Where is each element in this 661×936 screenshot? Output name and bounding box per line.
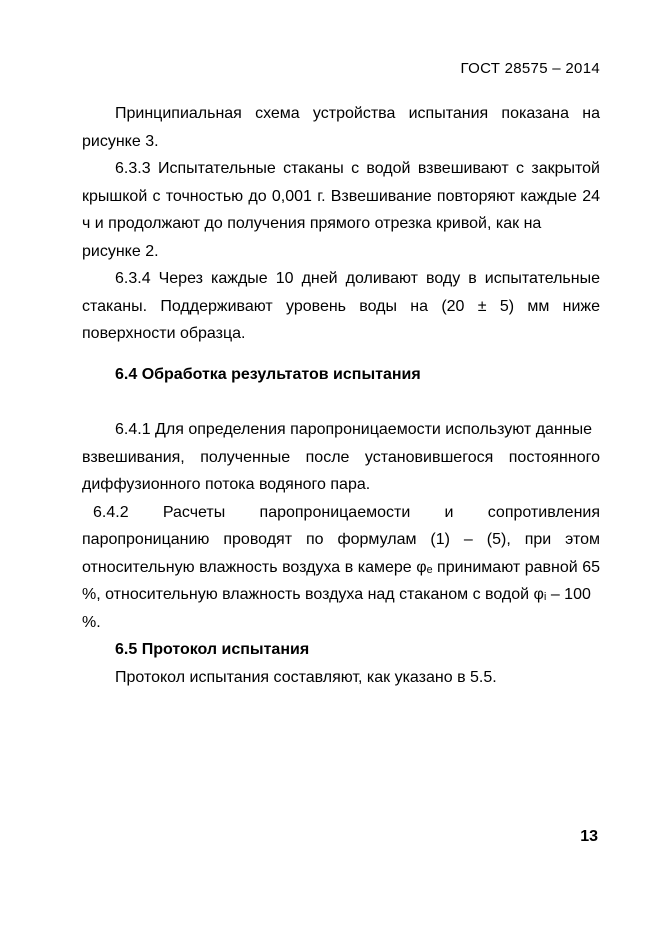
text-line: паропроницанию проводят по формулам (1) – (5), при этом bbox=[82, 531, 600, 548]
text-line: диффузионного потока водяного пара. bbox=[82, 476, 371, 493]
text-line: 6.3.4 Через каждые 10 дней доливают воду в испытательные bbox=[115, 270, 600, 287]
text-line: поверхности образца. bbox=[82, 325, 246, 342]
text-line: относительную влажность воздуха в камере φₑ принимают равной 65 bbox=[82, 558, 600, 576]
text-line: 6.4.2 Расчеты паропроницаемости и сопротивления bbox=[93, 503, 600, 521]
text-line: ч и продолжают до получения прямого отрезка кривой, как на bbox=[82, 215, 542, 232]
paragraph-spacer bbox=[82, 388, 600, 416]
text-line: 6.4.1 Для определения паропроницаемости используют данные bbox=[115, 421, 593, 438]
text-line: взвешивания, полученные после установившегося постоянного bbox=[82, 448, 600, 466]
text-line: Протокол испытания составляют, как указано в 5.5. bbox=[115, 668, 497, 686]
text-line: рисунке 3. bbox=[82, 132, 159, 150]
paragraph-spacer bbox=[82, 348, 600, 361]
text-line: 6.3.3 Испытательные стаканы с водой взвешивают с закрытой bbox=[115, 160, 600, 177]
text-line: стаканы. Поддерживают уровень воды на (20 ± 5) мм ниже bbox=[82, 297, 600, 315]
page-number: 13 bbox=[580, 828, 598, 845]
section-heading-6-5: 6.5 Протокол испытания bbox=[115, 641, 310, 658]
text-line: рисунке 2. bbox=[82, 242, 159, 260]
text-line: крышкой с точностью до 0,001 г. Взвешивание повторяют каждые 24 bbox=[82, 187, 600, 205]
section-heading-6-4: 6.4 Обработка результатов испытания bbox=[115, 365, 421, 383]
text-line: %, относительную влажность воздуха над стаканом с водой φᵢ – 100 %. bbox=[82, 586, 591, 631]
text-line: Принципиальная схема устройства испытания показана на bbox=[115, 105, 600, 122]
standard-reference-header: ГОСТ 28575 – 2014 bbox=[460, 60, 600, 77]
document-body bbox=[82, 100, 600, 691]
